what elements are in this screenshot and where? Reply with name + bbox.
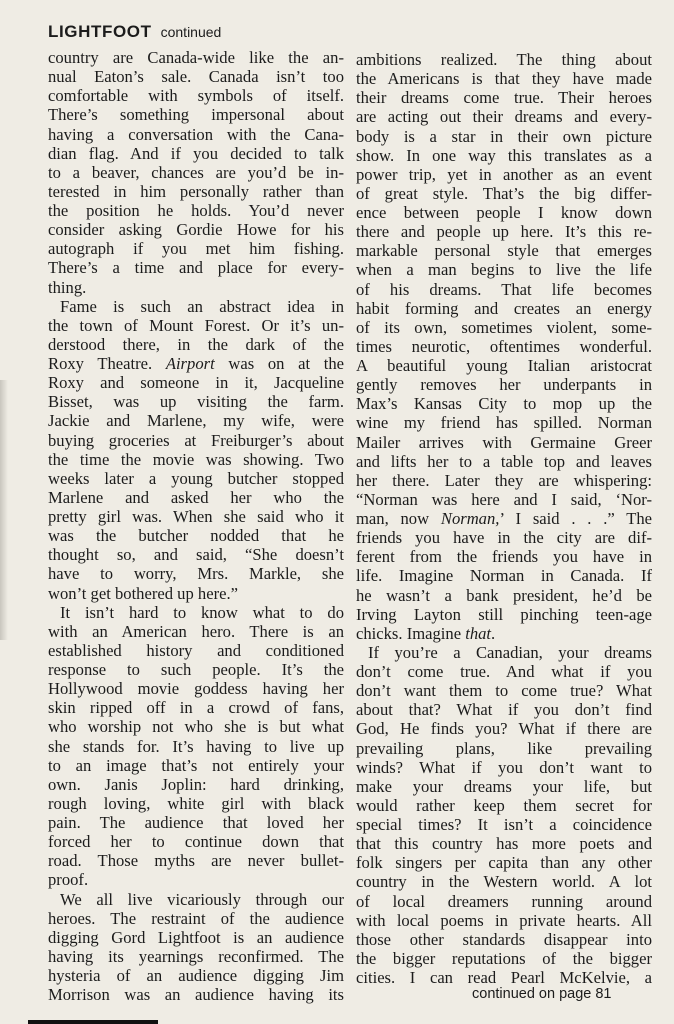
- text-line: “Norman was here and I said, ‘Nor-: [356, 489, 652, 509]
- text-line: was the butcher nodded that he: [48, 526, 344, 546]
- text-line: consider asking Gordie Howe for his: [48, 220, 344, 240]
- text-line: buying groceries at Freiburger’s about: [48, 430, 344, 450]
- text-line: A beautiful young Italian aristocrat: [356, 356, 652, 375]
- text-line: their dreams come true. Their heroes: [356, 88, 652, 108]
- text-line: skin ripped off in a crowd of fans,: [48, 698, 344, 718]
- text-line: weeks later a young butcher stopped: [48, 468, 344, 488]
- text-line: ferent from the friends you have in: [356, 547, 652, 567]
- text-line: terested in him personally rather than: [48, 181, 344, 201]
- text-line: It isn’t hard to know what to do: [60, 602, 344, 622]
- text-line: friends you have in the city are dif-: [356, 528, 652, 548]
- text-line: heroes. The restraint of the audience: [48, 908, 344, 928]
- text-line: There’s a time and place for every-: [48, 258, 344, 278]
- text-line: response to such people. It’s the: [48, 660, 344, 679]
- text-line: ence between people I know down: [356, 203, 652, 222]
- text-line: thought so, and said, “She doesn’t: [48, 545, 344, 565]
- header-label: LIGHTFOOT: [48, 22, 152, 41]
- text-line: established history and conditioned: [48, 640, 344, 660]
- article-header: [48, 22, 221, 44]
- text-line: special times? It isn’t a coincidence: [356, 815, 652, 834]
- text-line: to an image that’s not entirely your: [48, 755, 344, 775]
- text-line: life. Imagine Norman in Canada. If: [356, 566, 652, 586]
- text-line: proof.: [48, 870, 89, 890]
- text-line: country are Canada-wide like the an-: [48, 48, 344, 67]
- text-line: God, He finds you? What if there are: [356, 719, 652, 739]
- text-line: she stands for. It’s having to live up: [48, 736, 344, 756]
- text-line: times neurotic, oftentimes wonderful.: [356, 336, 652, 356]
- text-line: who worship not who she is but what: [48, 717, 344, 737]
- text-line: make your dreams your life, but: [356, 776, 652, 796]
- emphasis: Airport: [165, 354, 215, 373]
- text-line: those other standards disappear into: [356, 929, 652, 949]
- text-line: with an American hero. There is an: [48, 621, 344, 641]
- left-column: [48, 48, 344, 1004]
- text-line: Hollywood movie goddess having her: [48, 679, 344, 699]
- text-line: won’t get bothered up here.”: [48, 583, 238, 603]
- text-line: Irving Layton still pinching teen-age: [356, 604, 652, 624]
- emphasis: that: [465, 623, 492, 643]
- text-line: when a man begins to live the life: [356, 260, 652, 280]
- text-line: ambitions realized. The thing about: [356, 50, 652, 69]
- text-line: winds? What if you don’t want to: [356, 757, 652, 777]
- text-line: body is a star in their own picture: [356, 126, 652, 146]
- text-line: cities. I can read Pearl McKelvie, a: [356, 968, 652, 987]
- text-line: nual Eaton’s sale. Canada isn’t too: [48, 67, 344, 87]
- text-line: man, now Norman,’ I said . . .” The: [356, 509, 652, 528]
- text-line: Bisset, was up visiting the farm.: [48, 392, 344, 412]
- text-line: her there. Later they are whispering:: [356, 470, 652, 490]
- text-line: that this country has more poets and: [356, 834, 652, 854]
- text-line: would rather keep them secret for: [356, 795, 652, 815]
- text-line: Marlene and asked her who the: [48, 487, 344, 507]
- text-line: prevailing plans, like prevailing: [356, 738, 652, 758]
- text-line: own. Janis Joplin: hard drinking,: [48, 774, 344, 794]
- text-line: country in the Western world. A lot: [356, 872, 652, 892]
- scan-shadow: [0, 380, 8, 640]
- text-line: road. Those myths are never bullet-: [48, 851, 344, 871]
- emphasis: Norman,: [440, 509, 500, 528]
- text-line: of great style. That’s the big differ-: [356, 183, 652, 203]
- text-line: and lifts her to a table top and leaves: [356, 451, 652, 471]
- text-line: dian flag. And if you decided to talk: [48, 143, 344, 163]
- text-line: Roxy and someone in it, Jacqueline: [48, 373, 344, 393]
- text-line: with local poems in private hearts. All: [356, 910, 652, 930]
- text-line: pain. The audience that loved her: [48, 813, 344, 832]
- text-line: don’t want them to come true? What: [356, 681, 652, 701]
- text-line: are acting out their dreams and every-: [356, 107, 652, 127]
- text-line: of its own, sometimes violent, some-: [356, 317, 652, 337]
- text-line: about that? What if you don’t find: [356, 700, 652, 720]
- text-line: Jackie and Marlene, my wife, were: [48, 411, 344, 431]
- text-line: have to worry, Mrs. Markle, she: [48, 564, 344, 584]
- text-line: rough loving, white girl with black: [48, 793, 344, 813]
- text-line: there and people up here. It’s this re-: [356, 222, 652, 242]
- text-line: habit forming and creates an energy: [356, 298, 652, 318]
- text-line: chicks. Imagine that.: [356, 623, 496, 643]
- text-line: the Americans is that they have made: [356, 69, 652, 89]
- text-line: don’t come true. And what if you: [356, 662, 652, 681]
- text-line: forced her to continue down that: [48, 832, 344, 852]
- text-line: he wasn’t a bank president, he’d be: [356, 585, 652, 605]
- text-line: folk singers per capita than any other: [356, 853, 652, 873]
- text-line: wine my friend has spilled. Norman: [356, 413, 652, 433]
- text-line: autograph if you met him fishing.: [48, 239, 344, 259]
- text-line: the position he holds. You’d never: [48, 201, 344, 220]
- continued-on-note: continued on page 81: [472, 986, 612, 1002]
- text-line: markable personal style that emerges: [356, 241, 652, 261]
- scan-edge-mark: [28, 1020, 158, 1024]
- text-line: hysteria of an audience digging Jim: [48, 966, 344, 985]
- text-line: the time the movie was showing. Two: [48, 449, 344, 469]
- text-line: Fame is such an abstract idea in: [60, 296, 344, 316]
- text-line: of local dreamers running around: [356, 891, 652, 911]
- header-continued: continued: [160, 24, 222, 40]
- text-line: There’s something impersonal about: [48, 105, 344, 125]
- text-line: the bigger reputations of the bigger: [356, 948, 652, 968]
- text-line: the town of Mount Forest. Or it’s un-: [48, 315, 344, 335]
- text-line: We all live vicariously through our: [60, 889, 344, 909]
- text-line: power trip, yet in another as an event: [356, 164, 652, 184]
- text-line: Mailer arrives with Germaine Greer: [356, 432, 652, 452]
- text-line: pretty girl was. When she said who it: [48, 507, 344, 526]
- text-line: having its yearnings reconfirmed. The: [48, 946, 344, 966]
- text-line: show. In one way this translates as a: [356, 145, 652, 165]
- text-line: to a beaver, chances are you’d be in-: [48, 162, 344, 182]
- text-line: derstood there, in the dark of the: [48, 334, 344, 354]
- text-line: of his dreams. That life becomes: [356, 279, 652, 299]
- text-line: Roxy Theatre. Airport was on at the: [48, 354, 344, 373]
- text-line: Morrison was an audience having its: [48, 985, 344, 1005]
- text-line: comfortable with symbols of itself.: [48, 86, 344, 106]
- text-line: digging Gord Lightfoot is an audience: [48, 927, 344, 947]
- text-line: thing.: [48, 277, 87, 297]
- text-line: gently removes her underpants in: [356, 375, 652, 395]
- text-line: If you’re a Canadian, your dreams: [368, 642, 652, 662]
- right-column: [356, 50, 652, 987]
- text-line: Max’s Kansas City to mop up the: [356, 394, 652, 414]
- text-line: having a conversation with the Cana-: [48, 124, 344, 144]
